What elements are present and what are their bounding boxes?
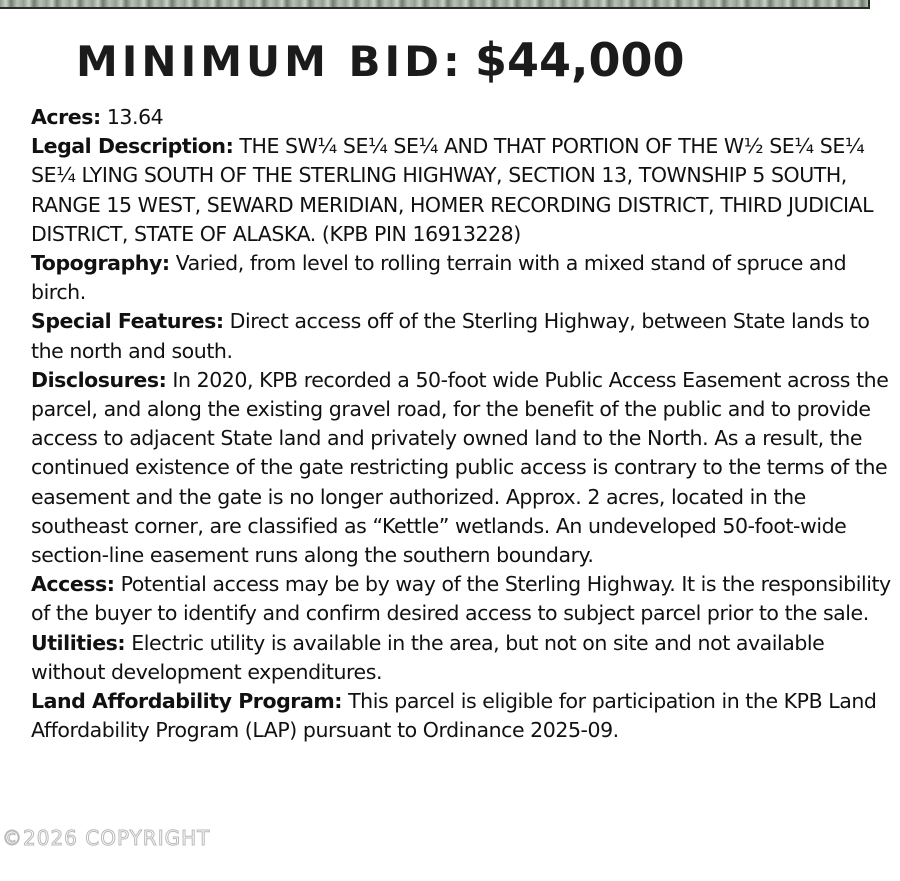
- field-utilities: [31, 629, 891, 687]
- field-label: Acres:: [31, 105, 101, 129]
- field-special-features: [31, 307, 891, 365]
- field-land-affordability-program: [31, 687, 891, 745]
- field-access: [31, 570, 891, 628]
- minimum-bid-amount: $44,000: [474, 33, 685, 87]
- field-label: Legal Description:: [31, 134, 234, 159]
- field-label: Access:: [31, 572, 115, 597]
- copyright-watermark: ©2026 COPYRIGHT: [2, 826, 211, 850]
- field-label: Special Features:: [31, 309, 224, 334]
- field-value: 13.64: [106, 105, 164, 129]
- field-disclosures: [31, 366, 891, 570]
- field-acres: [31, 103, 891, 132]
- field-topography: [31, 249, 891, 307]
- field-value: Electric utility is available in the area, but not on site and not available without development expenditures.: [31, 630, 825, 684]
- field-label: Disclosures:: [31, 367, 167, 392]
- field-value: Varied, from level to rolling terrain with a mixed stand of spruce and birch.: [31, 251, 847, 305]
- field-value: This parcel is eligible for participation in the KPB Land Affordability Program (LAP) pursuant to Ordinance 2025-09.: [31, 689, 877, 743]
- parcel-details: [31, 103, 891, 745]
- field-value: Potential access may be by way of the Sterling Highway. It is the responsibility of the buyer to identify and confirm desired access to subject parcel prior to the sale.: [31, 572, 891, 626]
- field-value: Direct access off of the Sterling Highway, between State lands to the north and south.: [31, 309, 870, 363]
- field-value: THE SW¼ SE¼ SE¼ AND THAT PORTION OF THE W½ SE¼ SE¼ SE¼ LYING SOUTH OF THE STERLING HIGHWAY, SECTION 13, TOWNSHIP 5 SOUTH, RANGE 15 WEST, SEWARD MERIDIAN, HOMER RECORDING DISTRICT, THIRD JUDICIAL DISTRICT, STATE OF ALASKA. (KPB PIN 16913228): [31, 134, 874, 246]
- minimum-bid-heading: [76, 30, 684, 95]
- field-legal-description: [31, 132, 891, 249]
- field-label: Land Affordability Program:: [31, 689, 343, 714]
- field-value: In 2020, KPB recorded a 50-foot wide Public Access Easement across the parcel, and along the existing gravel road, for the benefit of the public and to provide access to adjacent State land and privately owned land to the North. As a result, the continued existence of the gate restricting public access is contrary to the terms of the easement and the gate is no longer authorized. Approx. 2 acres, located in the southeast corner, are classified as “Kettle” wetlands. An undeveloped 50-foot-wide section-line easement runs along the southern boundary.: [31, 367, 889, 568]
- field-label: Topography:: [31, 251, 170, 276]
- property-photo-edge: [0, 0, 870, 9]
- field-label: Utilities:: [31, 630, 126, 655]
- minimum-bid-label: MINIMUM BID:: [76, 37, 464, 86]
